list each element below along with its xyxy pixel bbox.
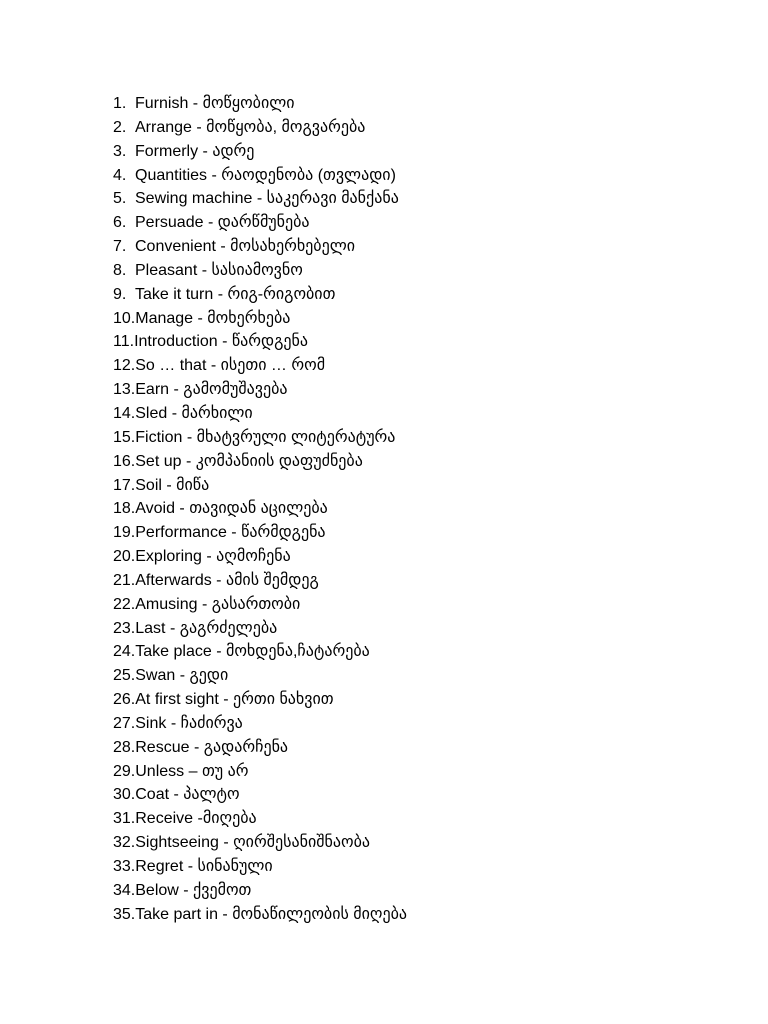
- item-number: 2.: [113, 118, 127, 136]
- list-item: [113, 283, 407, 307]
- english-term: Take it turn: [135, 285, 214, 303]
- english-term: Receive: [135, 810, 194, 828]
- english-term: Arrange: [135, 118, 192, 136]
- item-number: 28.: [113, 738, 136, 756]
- item-number: 23.: [113, 619, 136, 637]
- english-term: Amusing: [135, 595, 198, 613]
- georgian-translation: გედი: [189, 667, 229, 685]
- separator-dash: -: [181, 452, 196, 470]
- list-item: [113, 617, 407, 641]
- list-item: [113, 211, 407, 235]
- list-item: [113, 783, 407, 807]
- item-number: 15.: [113, 428, 136, 446]
- list-item: [113, 187, 407, 211]
- item-number: 10.: [113, 309, 136, 327]
- georgian-translation: სინანული: [197, 858, 273, 875]
- separator-dash: -: [207, 166, 222, 184]
- separator-dash: -: [183, 858, 198, 875]
- separator-dash: -: [166, 714, 181, 732]
- separator-dash: -: [182, 428, 197, 446]
- separator-dash: -: [197, 261, 212, 279]
- english-term: Convenient: [135, 238, 216, 256]
- separator-dash: -: [161, 476, 177, 494]
- item-number: 35.: [113, 905, 136, 923]
- georgian-translation: მოხდენა,ჩატარება: [225, 643, 370, 661]
- english-term: At first sight: [135, 691, 219, 709]
- georgian-translation: მოსახერხებელი: [230, 238, 356, 256]
- list-item: [113, 903, 407, 927]
- english-term: Set up: [135, 452, 182, 470]
- list-item: [113, 712, 407, 736]
- english-term: Soil: [135, 476, 162, 494]
- english-term: Exploring: [135, 548, 202, 566]
- english-term: Persuade: [135, 214, 204, 232]
- list-item: [113, 545, 407, 569]
- english-term: Sink: [135, 714, 167, 732]
- item-number: 34.: [113, 881, 136, 899]
- item-number: 1.: [113, 95, 127, 112]
- separator-dash: -: [213, 285, 228, 303]
- georgian-translation: წარმდგენა: [241, 524, 326, 542]
- georgian-translation: მოწყობილი: [202, 95, 295, 112]
- item-number: 19.: [113, 524, 136, 542]
- separator-dash: -: [217, 333, 232, 351]
- item-number: 20.: [113, 548, 136, 566]
- list-item: [113, 235, 407, 259]
- separator-dash: -: [197, 595, 212, 613]
- item-number: 14.: [113, 404, 136, 422]
- list-item: [113, 140, 407, 164]
- item-number: 4.: [113, 166, 127, 184]
- english-term: Afterwards: [135, 571, 212, 589]
- separator-dash: -: [189, 738, 204, 756]
- separator-dash: -: [215, 238, 231, 256]
- item-number: 18.: [113, 500, 136, 518]
- separator-dash: -: [193, 309, 208, 327]
- list-item: [113, 116, 407, 140]
- list-item: [113, 569, 407, 593]
- list-item: [113, 450, 407, 474]
- item-number: 25.: [113, 667, 136, 685]
- separator-dash: -: [211, 643, 226, 661]
- english-term: Take place: [135, 643, 212, 661]
- vocabulary-list: [113, 92, 407, 927]
- list-item: [113, 593, 407, 617]
- separator-dash: -: [252, 190, 267, 208]
- item-number: 9.: [113, 285, 127, 303]
- list-item: [113, 879, 407, 903]
- item-number: 12.: [113, 357, 136, 375]
- item-number: 3.: [113, 142, 127, 160]
- separator-dash: -: [191, 118, 207, 136]
- english-term: Regret: [135, 858, 184, 875]
- item-number: 5.: [113, 190, 127, 208]
- separator-dash: -: [174, 500, 190, 518]
- item-number: 29.: [113, 762, 136, 780]
- item-number: 26.: [113, 691, 136, 709]
- georgian-translation: გასართობი: [211, 595, 301, 613]
- georgian-translation: სასიამოვნო: [211, 261, 303, 279]
- item-number: 7.: [113, 238, 127, 256]
- list-item: [113, 807, 407, 831]
- georgian-translation: რაოდენობა (თვლადი): [221, 166, 396, 184]
- georgian-translation: დარწმუნება: [217, 214, 310, 232]
- separator-dash: -: [201, 548, 217, 566]
- georgian-translation: გამომუშავება: [183, 381, 288, 399]
- separator-dash: -: [175, 667, 190, 685]
- list-item: [113, 664, 407, 688]
- separator-dash: -: [211, 571, 226, 589]
- georgian-translation: წარდგენა: [231, 333, 309, 351]
- georgian-translation: მოწყობა, მოგვარება: [206, 118, 366, 136]
- georgian-translation: მიღება: [202, 810, 257, 828]
- list-item: [113, 259, 407, 283]
- english-term: Sightseeing: [135, 834, 219, 852]
- list-item: [113, 402, 407, 426]
- separator-dash: -: [188, 95, 203, 112]
- item-number: 8.: [113, 261, 127, 279]
- separator-dash: -: [167, 404, 182, 422]
- separator-dash: -: [193, 810, 203, 828]
- separator-dash: -: [203, 214, 218, 232]
- list-item: [113, 831, 407, 855]
- item-number: 24.: [113, 643, 136, 661]
- list-item: [113, 354, 407, 378]
- english-term: Rescue: [135, 738, 190, 756]
- georgian-translation: რიგ-რიგობით: [227, 285, 336, 303]
- english-term: Pleasant: [135, 261, 198, 279]
- item-number: 13.: [113, 381, 136, 399]
- list-item: [113, 330, 407, 354]
- english-term: So … that: [135, 357, 207, 375]
- list-item: [113, 855, 407, 879]
- georgian-translation: თუ არ: [201, 762, 249, 780]
- separator-dash: -: [206, 357, 221, 375]
- english-term: Quantities: [135, 166, 208, 184]
- item-number: 30.: [113, 786, 136, 804]
- georgian-translation: ჩაძირვა: [180, 714, 243, 732]
- list-item: [113, 164, 407, 188]
- separator-dash: -: [169, 786, 184, 804]
- english-term: Formerly: [135, 142, 199, 160]
- list-item: [113, 497, 407, 521]
- english-term: Take part in: [135, 905, 218, 923]
- item-number: 22.: [113, 595, 136, 613]
- english-term: Avoid: [135, 500, 175, 518]
- item-number: 11.: [113, 333, 135, 351]
- separator-dash: –: [184, 762, 202, 780]
- english-term: Fiction: [135, 428, 183, 446]
- english-term: Coat: [135, 786, 170, 804]
- georgian-translation: კომპანიის დაფუძნება: [195, 452, 363, 470]
- english-term: Last: [135, 619, 166, 637]
- item-number: 32.: [113, 834, 136, 852]
- list-item: [113, 474, 407, 498]
- item-number: 21.: [113, 571, 136, 589]
- georgian-translation: ისეთი … რომ: [220, 357, 326, 375]
- separator-dash: -: [178, 881, 194, 899]
- georgian-translation: საკერავი მანქანა: [266, 190, 399, 208]
- georgian-translation: პალტო: [183, 786, 240, 804]
- list-item: [113, 736, 407, 760]
- georgian-translation: გაგრძელება: [179, 619, 278, 637]
- georgian-translation: გადარჩენა: [203, 738, 289, 756]
- list-item: [113, 640, 407, 664]
- georgian-translation: ერთი ნახვით: [233, 691, 334, 709]
- list-item: [113, 688, 407, 712]
- georgian-translation: მოხერხება: [207, 309, 291, 327]
- english-term: Introduction: [134, 333, 218, 351]
- english-term: Swan: [135, 667, 176, 685]
- item-number: 33.: [113, 858, 136, 875]
- english-term: Performance: [135, 524, 227, 542]
- item-number: 6.: [113, 214, 127, 232]
- list-item: [113, 307, 407, 331]
- georgian-translation: მარხილი: [181, 404, 253, 422]
- separator-dash: -: [218, 691, 234, 709]
- georgian-translation: ადრე: [212, 142, 255, 160]
- georgian-translation: თავიდან აცილება: [189, 500, 328, 518]
- separator-dash: -: [226, 524, 242, 542]
- georgian-translation: მონაწილეობის მიღება: [232, 905, 408, 923]
- item-number: 31.: [113, 810, 136, 828]
- georgian-translation: მხატვრული ლიტერატურა: [196, 428, 396, 446]
- item-number: 17.: [113, 476, 136, 494]
- separator-dash: -: [165, 619, 180, 637]
- separator-dash: -: [198, 142, 213, 160]
- separator-dash: -: [217, 905, 233, 923]
- separator-dash: -: [218, 834, 234, 852]
- item-number: 27.: [113, 714, 136, 732]
- item-number: 16.: [113, 452, 136, 470]
- english-term: Sled: [135, 404, 168, 422]
- english-term: Earn: [135, 381, 170, 399]
- english-term: Sewing machine: [135, 190, 253, 208]
- list-item: [113, 378, 407, 402]
- list-item: [113, 92, 407, 116]
- english-term: Below: [135, 881, 179, 899]
- list-item: [113, 426, 407, 450]
- georgian-translation: ქვემოთ: [193, 881, 252, 899]
- georgian-translation: მიწა: [176, 476, 210, 494]
- list-item: [113, 760, 407, 784]
- georgian-translation: აღმოჩენა: [216, 548, 291, 566]
- english-term: Manage: [135, 309, 194, 327]
- separator-dash: -: [169, 381, 184, 399]
- english-term: Unless: [135, 762, 185, 780]
- english-term: Furnish: [135, 95, 189, 112]
- georgian-translation: ამის შემდეგ: [225, 571, 319, 589]
- georgian-translation: ღირშესანიშნაობა: [233, 834, 370, 852]
- list-item: [113, 521, 407, 545]
